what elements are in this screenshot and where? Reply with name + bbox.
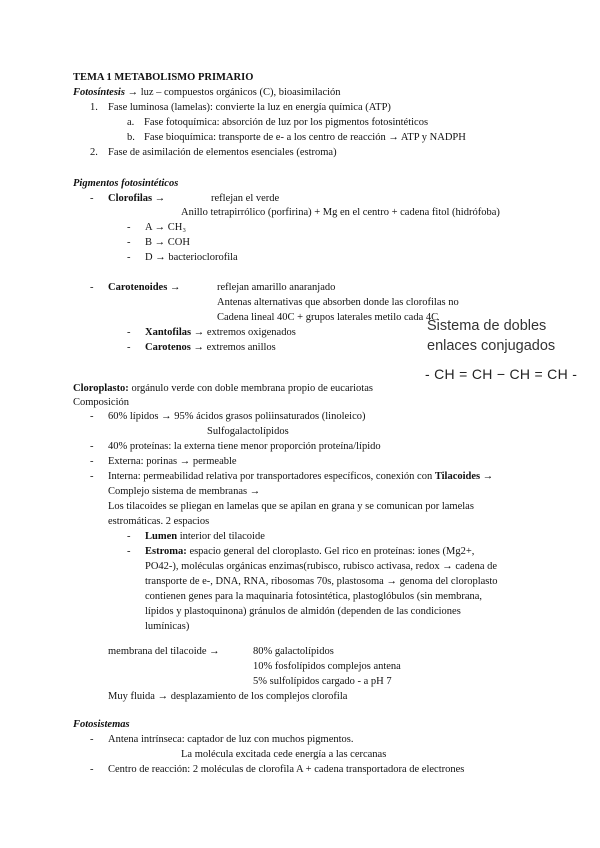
conjugated-formula: - CH = CH − CH = CH -: [425, 366, 578, 382]
fotosistemas-heading: Fotosistemas: [73, 719, 130, 730]
membrana-value: 10% fosfolípidos complejos antena: [253, 661, 401, 672]
bullet-dash: -: [90, 456, 94, 467]
bullet-dash: -: [127, 327, 131, 338]
side-note-line: Sistema de dobles: [427, 318, 547, 334]
list-number: 1.: [90, 102, 98, 113]
bullet-dash: -: [90, 441, 94, 452]
cloroplasto-line: Cloroplasto: orgánulo verde con doble membrana propio de eucariotas: [73, 383, 373, 394]
estroma-line: PO42-), moléculas orgánicas enzimas(rubisco, rubisco activasa, redox → cadena de: [145, 561, 498, 572]
bullet-dash: -: [90, 193, 94, 204]
side-note-line: enlaces conjugados: [427, 338, 556, 354]
fotosintesis-line: Fotosíntesis → luz – compuestos orgánicos (C), bioasimilación: [73, 87, 341, 98]
list-number: 2.: [90, 147, 98, 158]
carotenoides-line3: Cadena lineal 40C + grupos laterales metilo cada 4C: [217, 312, 439, 323]
clorofilas-line2: Anillo tetrapirrólico (porfirina) + Mg en el centro + cadena fitol (hidrófoba): [181, 207, 500, 218]
list-item: Fase fotoquímica: absorción de luz por los pigmentos fotosintéticos: [144, 117, 429, 128]
estroma-line: contienen genes para la maquinaria fotosintética, plastoglóbulos (sin membrana,: [145, 591, 483, 602]
xantofilas-line: Xantofilas → extremos oxigenados: [145, 327, 296, 338]
composicion-item: Externa: porinas → permeable: [108, 456, 237, 467]
composicion-item-cont: Los tilacoides se pliegan en lamelas que se apilan en grana y se comunican por lamelas: [108, 501, 474, 512]
bullet-dash: -: [90, 734, 94, 745]
composicion-item-cont: estromáticas. 2 espacios: [108, 516, 210, 527]
list-item: Fase luminosa (lamelas): convierte la luz en energía química (ATP): [108, 102, 391, 113]
lumen-line: Lumen interior del tilacoide: [145, 531, 265, 542]
list-letter: b.: [127, 132, 135, 143]
pigmentos-heading: Pigmentos fotosintéticos: [73, 178, 179, 189]
membrana-label: membrana del tilacoide →: [108, 646, 220, 657]
estroma-line: Estroma: espacio general del cloroplasto. Gel rico en proteínas: iones (Mg2+,: [145, 546, 475, 557]
side-note-conjugados: [427, 316, 555, 356]
bullet-dash: -: [127, 546, 131, 557]
clorofila-type: B → COH: [145, 237, 190, 248]
fotosistemas-item: Centro de reacción: 2 moléculas de clorofila A + cadena transportadora de electrones: [108, 764, 465, 775]
bullet-dash: -: [127, 222, 131, 233]
estroma-line: lípidos y plastoquinona) gránulos de almidón (dependen de las condiciones: [145, 606, 461, 617]
bullet-dash: -: [127, 252, 131, 263]
bullet-dash: -: [90, 764, 94, 775]
composicion-item: 60% lípidos → 95% ácidos grasos poliinsaturados (linoleico): [108, 411, 366, 422]
carotenoides-line1: reflejan amarillo anaranjado: [217, 282, 336, 293]
carotenos-line: Carotenos → extremos anillos: [145, 342, 276, 353]
bullet-dash: -: [90, 282, 94, 293]
clorofila-type: D → bacterioclorofila: [145, 252, 238, 263]
page-title: TEMA 1 METABOLISMO PRIMARIO: [73, 72, 254, 83]
bullet-dash: -: [127, 237, 131, 248]
muy-fluida-line: Muy fluida → desplazamiento de los complejos clorofila: [108, 691, 348, 702]
estroma-line: transporte de e-, DNA, RNA, ribosomas 70s, plastosoma → genoma del cloroplasto: [145, 576, 498, 587]
bullet-dash: -: [90, 471, 94, 482]
composicion-item-cont: Complejo sistema de membranas →: [108, 486, 261, 497]
list-item: Fase bioquímica: transporte de e- a los centro de reacción → ATP y NADPH: [144, 132, 466, 143]
bullet-dash: -: [127, 342, 131, 353]
list-item: Fase de asimilación de elementos esenciales (estroma): [108, 147, 337, 158]
fotosistemas-item: Antena intrínseca: captador de luz con muchos pigmentos.: [108, 734, 354, 745]
composicion-item: Interna: permeabilidad relativa por transportadores específicos, conexión con Tilacoides →: [108, 471, 494, 482]
membrana-value: 80% galactolípidos: [253, 646, 334, 657]
membrana-value: 5% sulfolípidos cargado - a pH 7: [253, 676, 392, 687]
fotosistemas-item-cont: La molécula excitada cede energía a las cercanas: [181, 749, 387, 760]
clorofilas-line1: reflejan el verde: [211, 193, 280, 204]
composicion-item: 40% proteínas: la externa tiene menor proporción proteína/lípido: [108, 441, 381, 452]
list-letter: a.: [127, 117, 135, 128]
bullet-dash: -: [90, 411, 94, 422]
clorofila-type: A → CH₃: [145, 222, 187, 233]
composicion-item-cont: Sulfogalactolípidos: [207, 426, 289, 437]
bullet-dash: -: [127, 531, 131, 542]
carotenoides-line2: Antenas alternativas que absorben donde las clorofilas no: [217, 297, 459, 308]
composicion-label: Composición: [73, 397, 130, 408]
estroma-line: lumínicas): [145, 621, 190, 632]
carotenoides-term: Carotenoides →: [108, 282, 181, 293]
clorofilas-term: Clorofilas →: [108, 193, 166, 204]
